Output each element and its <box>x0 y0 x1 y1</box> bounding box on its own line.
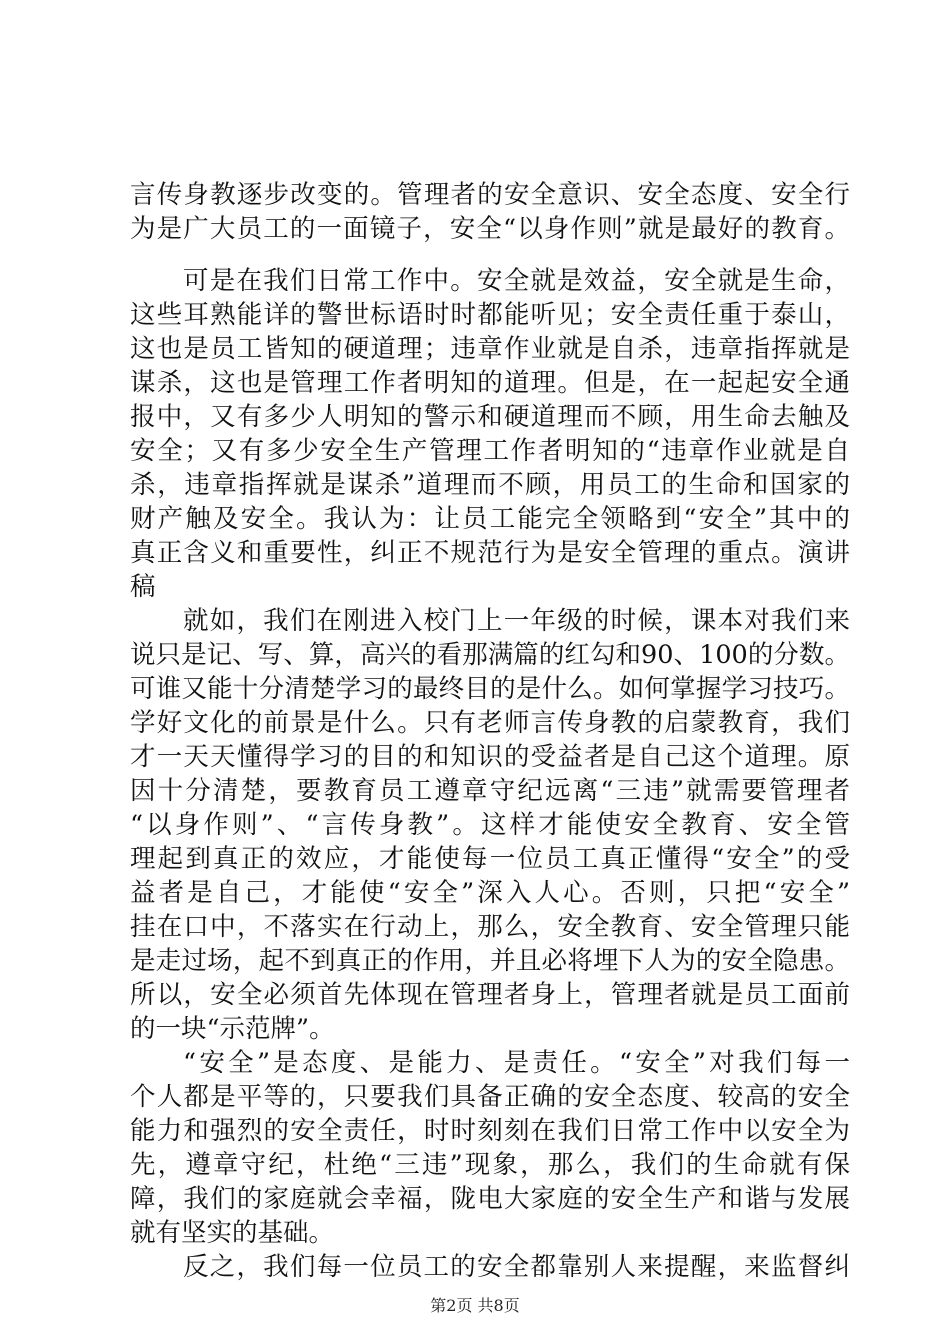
text-line: 因十分清楚，要教育员工遵章守纪远离“三违”就需要管理者 <box>130 776 850 806</box>
text-line: 杀，违章指挥就是谋杀”道理而不顾，用员工的生命和国家的 <box>130 470 850 500</box>
page-footer: 第2页 共8页 <box>430 1296 520 1315</box>
text-line: 才一天天懂得学习的目的和知识的受益者是自己这个道理。原 <box>130 742 850 772</box>
text-line: 个人都是平等的，只要我们具备正确的安全态度、较高的安全 <box>130 1082 850 1112</box>
text-line: 这些耳熟能详的警世标语时时都能听见；安全责任重于泰山， <box>130 300 850 330</box>
text-line: 说只是记、写、算，高兴的看那满篇的红勾和90、100的分数。 <box>130 640 850 670</box>
text-line: 报中，又有多少人明知的警示和硬道理而不顾，用生命去触及 <box>130 402 850 432</box>
text-line: 障，我们的家庭就会幸福，陇电大家庭的安全生产和谐与发展 <box>130 1184 850 1214</box>
paragraph-first-line: 就如，我们在刚进入校门上一年级的时候，课本对我们来 <box>183 606 850 636</box>
text-line: “以身作则”、“言传身教”。这样才能使安全教育、安全管 <box>130 810 850 840</box>
text-line: 可谁又能十分清楚学习的最终目的是什么。如何掌握学习技巧。 <box>130 674 850 704</box>
text-line: 安全；又有多少安全生产管理工作者明知的“违章作业就是自 <box>130 436 850 466</box>
text-line: 所以，安全必须首先体现在管理者身上，管理者就是员工面前 <box>130 980 850 1010</box>
text-line: 的一块“示范牌”。 <box>130 1014 335 1044</box>
text-line: 这也是员工皆知的硬道理；违章作业就是自杀，违章指挥就是 <box>130 334 850 364</box>
text-line: 理起到真正的效应，才能使每一位员工真正懂得“安全”的受 <box>130 844 850 874</box>
text-line: 言传身教逐步改变的。管理者的安全意识、安全态度、安全行 <box>130 180 850 210</box>
paragraph-first-line: 可是在我们日常工作中。安全就是效益，安全就是生命， <box>183 266 850 296</box>
text-line: 是走过场，起不到真正的作用，并且必将埋下人为的安全隐患。 <box>130 946 850 976</box>
paragraph-first-line: “安全”是态度、是能力、是责任。“安全”对我们每一 <box>183 1048 850 1078</box>
text-line: 能力和强烈的安全责任，时时刻刻在我们日常工作中以安全为 <box>130 1116 850 1146</box>
text-line: 真正含义和重要性，纠正不规范行为是安全管理的重点。演讲 <box>130 538 850 568</box>
text-line: 稿 <box>130 572 156 602</box>
text-line: 先，遵章守纪，杜绝“三违”现象，那么，我们的生命就有保 <box>130 1150 850 1180</box>
text-line: 谋杀，这也是管理工作者明知的道理。但是，在一起起安全通 <box>130 368 850 398</box>
text-line: 益者是自己，才能使“安全”深入人心。否则，只把“安全” <box>130 878 850 908</box>
text-line: 为是广大员工的一面镜子，安全“以身作则”就是最好的教育。 <box>130 214 850 244</box>
text-line: 财产触及安全。我认为：让员工能完全领略到“安全”其中的 <box>130 504 850 534</box>
text-line: 学好文化的前景是什么。只有老师言传身教的启蒙教育，我们 <box>130 708 850 738</box>
text-line: 挂在口中，不落实在行动上，那么，安全教育、安全管理只能 <box>130 912 850 942</box>
paragraph-first-line: 反之，我们每一位员工的安全都靠别人来提醒，来监督纠 <box>183 1252 850 1282</box>
text-line: 就有坚实的基础。 <box>130 1218 335 1248</box>
